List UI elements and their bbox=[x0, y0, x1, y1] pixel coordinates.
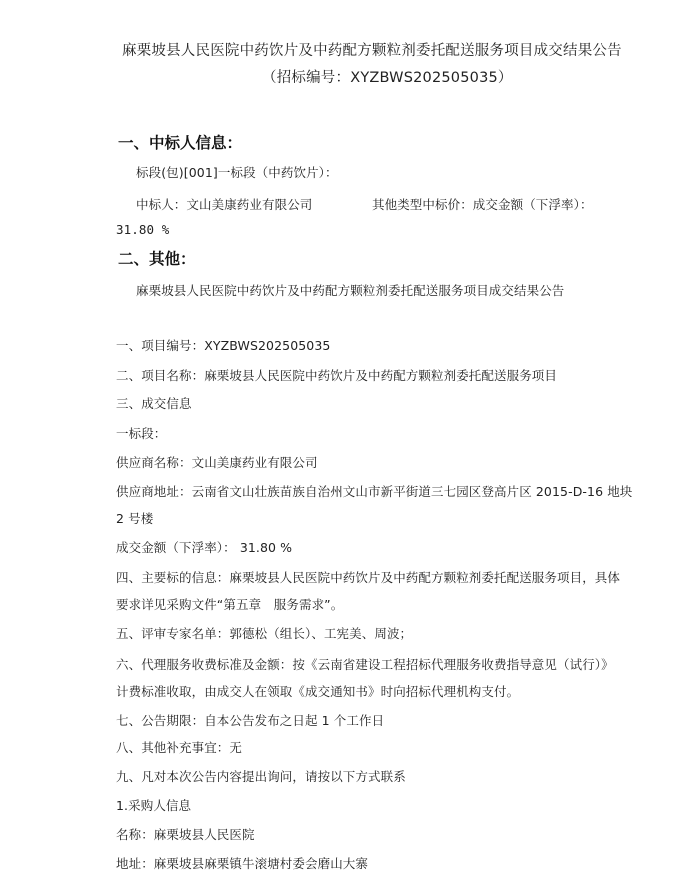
winner-name: 中标人：文山美康药业有限公司 bbox=[136, 197, 313, 212]
deal-info-heading: 三、成交信息 bbox=[116, 396, 192, 411]
section-winner-heading: 一、中标人信息： bbox=[118, 134, 243, 152]
supplier-address-line-2: 2 号楼 bbox=[116, 511, 154, 526]
winner-price-value: 31.80 % bbox=[116, 222, 170, 237]
agency-fee-line-1: 六、代理服务收费标准及金额：按《云南省建设工程招标代理服务收费指导意见（试行）》 bbox=[116, 657, 614, 672]
subject-info-line-2: 要求详见采购文件“第五章 服务需求”。 bbox=[116, 597, 344, 612]
document-title: 麻栗坡县人民医院中药饮片及中药配方颗粒剂委托配送服务项目成交结果公告 bbox=[122, 43, 622, 59]
deal-amount: 成交金额（下浮率）： 31.80 % bbox=[116, 540, 293, 555]
announcement-subtitle: 麻栗坡县人民医院中药饮片及中药配方颗粒剂委托配送服务项目成交结果公告 bbox=[136, 283, 565, 298]
supplier-address-line-1: 供应商地址：云南省文山壮族苗族自治州文山市新平街道三七园区登高片区 2015-D-16 地块 bbox=[116, 484, 633, 499]
expert-list: 五、评审专家名单：郭德松（组长）、工宪美、周波； bbox=[116, 626, 413, 641]
lot-one-label: 一标段： bbox=[116, 426, 167, 441]
other-matters: 八、其他补充事宜：无 bbox=[116, 740, 243, 755]
section-other-heading: 二、其他： bbox=[118, 250, 196, 268]
winner-price-label: 其他类型中标价：成交金额（下浮率）： bbox=[372, 197, 593, 212]
bid-number: （招标编号：XYZBWS202505035） bbox=[262, 70, 513, 86]
project-name: 二、项目名称：麻栗坡县人民医院中药饮片及中药配方颗粒剂委托配送服务项目 bbox=[116, 368, 558, 383]
purchaser-info-heading: 1.采购人信息 bbox=[116, 798, 192, 813]
purchaser-name: 名称：麻栗坡县人民医院 bbox=[116, 827, 255, 842]
announcement-period: 七、公告期限：自本公告发布之日起 1 个工作日 bbox=[116, 713, 385, 728]
agency-fee-line-2: 计费标准收取，由成交人在领取《成交通知书》时向招标代理机构支付。 bbox=[116, 684, 520, 699]
lot-label: 标段(包)[001]一标段（中药饮片）： bbox=[136, 165, 338, 180]
project-number: 一、项目编号：XYZBWS202505035 bbox=[116, 338, 331, 353]
contact-intro: 九、凡对本次公告内容提出询问，请按以下方式联系 bbox=[116, 769, 406, 784]
subject-info-line-1: 四、主要标的信息：麻栗坡县人民医院中药饮片及中药配方颗粒剂委托配送服务项目，具体 bbox=[116, 570, 621, 585]
purchaser-address: 地址：麻栗坡县麻栗镇牛滚塘村委会磨山大寨 bbox=[116, 856, 369, 871]
supplier-name: 供应商名称：文山美康药业有限公司 bbox=[116, 455, 318, 470]
